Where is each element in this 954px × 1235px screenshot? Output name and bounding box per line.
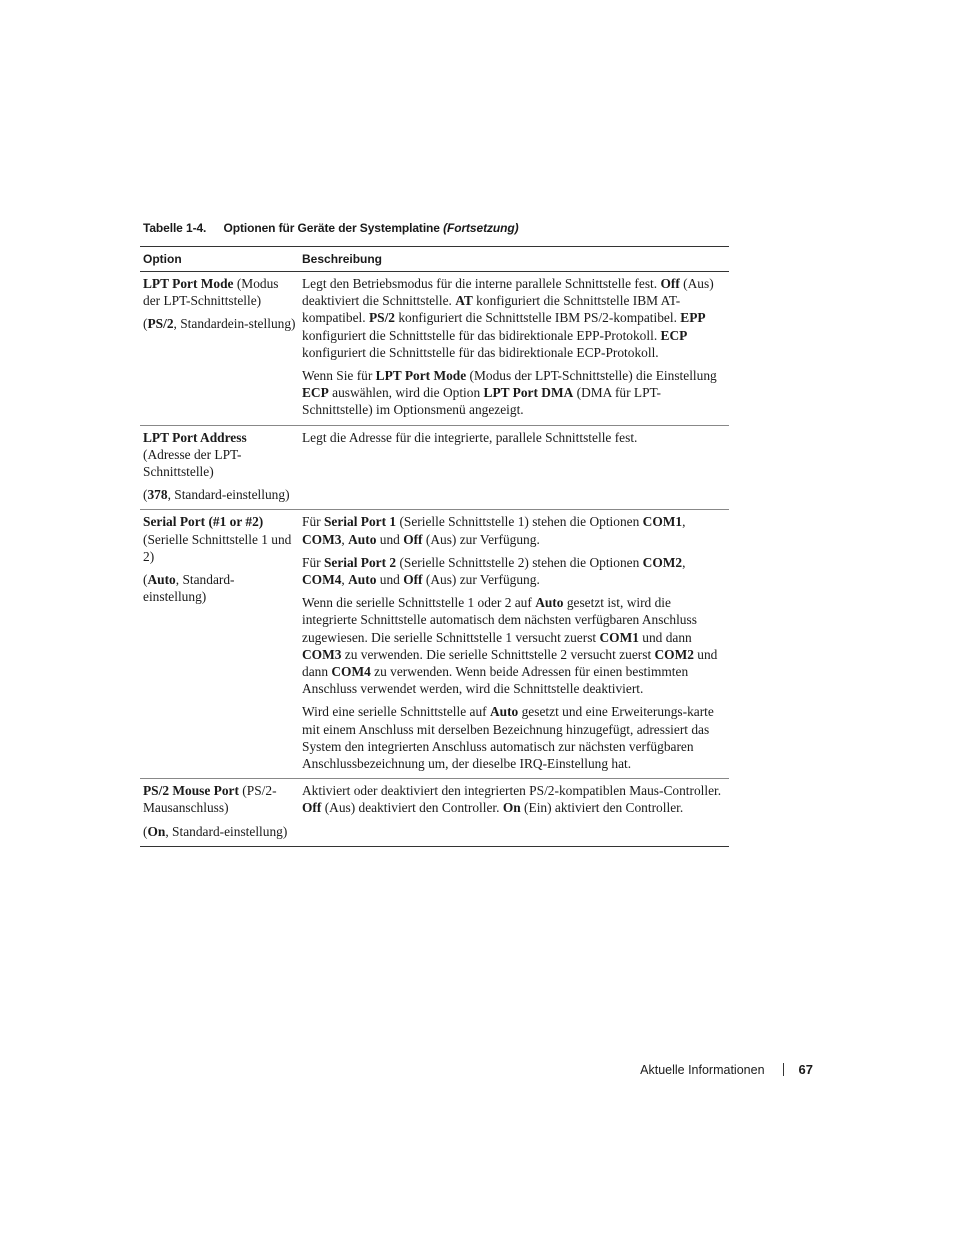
paragraph xyxy=(143,513,296,565)
bold-term: COM1 xyxy=(642,514,683,530)
text-run: und dann xyxy=(638,629,692,645)
text-run: konfiguriert die Schnittstelle für das bidirektionale ECP-Protokoll. xyxy=(302,344,659,360)
bold-term: Auto xyxy=(348,531,377,547)
header-description: Beschreibung xyxy=(299,247,729,272)
bold-term: AT xyxy=(455,293,473,309)
bold-term: On xyxy=(147,823,166,839)
text-run: Aktiviert oder deaktiviert den integrierten PS/2-kompatiblen Maus-Controller. xyxy=(302,783,722,799)
bold-term: Serial Port 2 xyxy=(323,554,397,570)
bold-term: COM1 xyxy=(599,629,639,645)
paragraph xyxy=(302,275,726,361)
text-run: (Aus) zur Verfügung. xyxy=(422,572,540,588)
option-cell xyxy=(140,272,299,426)
text-run: konfiguriert die Schnittstelle IBM AT-kompatibel. xyxy=(302,293,681,326)
text-run: (Modus der LPT-Schnittstelle) xyxy=(143,276,279,309)
header-option: Option xyxy=(140,247,299,272)
table-body xyxy=(140,272,729,847)
paragraph xyxy=(143,823,296,840)
bold-term: COM2 xyxy=(654,646,694,662)
text-run: gesetzt und eine Erweiterungs-karte mit einem Anschluss mit derselben Bezeichnung hinzugefügt, adressiert das System den integrierten Anschluss automatisch zur nächsten verfügbaren Anschlussbezeichnung um, der dieselbe IRQ-Einstellung hat. xyxy=(302,704,714,772)
bold-term: Auto xyxy=(489,704,519,720)
text-run: ( xyxy=(143,316,148,332)
text-run: ( xyxy=(143,572,148,588)
text-run: Wird eine serielle Schnittstelle auf xyxy=(302,704,490,720)
bold-term: PS/2 xyxy=(368,310,395,326)
paragraph xyxy=(302,594,726,697)
text-run: ( xyxy=(143,823,148,839)
description-cell xyxy=(299,425,729,510)
paragraph xyxy=(302,367,726,419)
text-run: Für xyxy=(302,514,324,530)
text-run: , Standardein-stellung) xyxy=(173,316,296,332)
bold-term: On xyxy=(502,800,521,816)
bold-term: PS/2 Mouse Port xyxy=(143,783,239,799)
text-run: gesetzt ist, wird die integrierte Schnittstelle automatisch dem nächsten verfügbaren Anschluss zugewiesen. Die serielle Schnittstelle 1 versucht zuerst xyxy=(302,595,697,645)
paragraph xyxy=(143,429,296,481)
text-run: , Standard-einstellung) xyxy=(143,572,235,605)
bold-term: Serial Port 1 xyxy=(323,514,397,530)
bold-term: LPT Port DMA xyxy=(483,385,574,401)
table-row xyxy=(140,272,729,426)
text-run: auswählen, wird die Option xyxy=(328,385,484,401)
page-number: 67 xyxy=(798,1062,813,1077)
text-run: (Ein) aktiviert den Controller. xyxy=(520,800,684,816)
text-run: Für xyxy=(302,554,324,570)
bold-term: PS/2 xyxy=(147,316,174,332)
text-run: Wenn die serielle Schnittstelle 1 oder 2 auf xyxy=(302,595,536,611)
text-run: und xyxy=(376,531,404,547)
paragraph xyxy=(143,571,296,605)
page-footer xyxy=(600,1062,813,1077)
bold-term: Auto xyxy=(348,572,377,588)
table-row xyxy=(140,510,729,779)
text-run: (Serielle Schnittstelle 1 und 2) xyxy=(143,531,292,564)
paragraph xyxy=(302,782,726,816)
paragraph xyxy=(143,486,296,503)
text-run: (Serielle Schnittstelle 1) stehen die Optionen xyxy=(396,514,643,530)
text-run: (PS/2-Mausanschluss) xyxy=(143,783,277,816)
description-cell xyxy=(299,510,729,779)
option-cell xyxy=(140,425,299,510)
text-run: (Modus der LPT-Schnittstelle) die Einstellung xyxy=(466,368,717,384)
bold-term: Off xyxy=(403,572,423,588)
table-title: Optionen für Geräte der Systemplatine xyxy=(223,221,440,235)
bold-term: 378 xyxy=(147,487,168,503)
bold-term: EPP xyxy=(680,310,706,326)
description-cell xyxy=(299,779,729,847)
text-run: konfiguriert die Schnittstelle für das bidirektionale EPP-Protokoll. xyxy=(302,327,661,343)
bold-term: Auto xyxy=(535,595,564,611)
paragraph xyxy=(302,554,726,588)
bold-term: LPT Port Mode xyxy=(143,276,234,291)
bold-term: Off xyxy=(660,276,680,291)
text-run: zu verwenden. Wenn beide Adressen für einen bestimmten Anschluss verwendet werden, wird die Schnittstelle deaktiviert. xyxy=(302,664,689,697)
bold-term: COM3 xyxy=(302,646,342,662)
footer-section: Aktuelle Informationen xyxy=(640,1063,765,1077)
text-run: , xyxy=(682,554,686,570)
text-run: , Standard-einstellung) xyxy=(167,487,290,503)
table-caption xyxy=(143,221,518,235)
footer-separator xyxy=(783,1063,784,1076)
paragraph xyxy=(302,513,726,547)
table-header-row xyxy=(140,247,729,272)
text-run: (DMA für LPT-Schnittstelle) im Optionsmenü angezeigt. xyxy=(302,385,661,418)
bold-term: Off xyxy=(403,531,423,547)
bold-term: LPT Port Mode xyxy=(375,368,467,384)
table-number: Tabelle 1-4. xyxy=(143,221,207,235)
bold-term: ECP xyxy=(302,385,329,401)
bold-term: Serial Port (#1 or #2) xyxy=(143,514,264,530)
text-run: (Serielle Schnittstelle 2) stehen die Optionen xyxy=(396,554,643,570)
paragraph xyxy=(302,703,726,772)
text-run: (Aus) zur Verfügung. xyxy=(422,531,540,547)
paragraph xyxy=(143,275,296,309)
options-table xyxy=(140,246,729,847)
paragraph xyxy=(143,782,296,816)
bold-term: LPT Port Address xyxy=(143,429,247,445)
text-run: , xyxy=(341,572,349,588)
text-run: , Standard-einstellung) xyxy=(165,823,288,839)
table-row xyxy=(140,779,729,847)
text-run: (Aus) deaktiviert den Controller. xyxy=(321,800,503,816)
table-continued: (Fortsetzung) xyxy=(443,221,519,235)
text-run: konfiguriert die Schnittstelle IBM PS/2-kompatibel. xyxy=(395,310,681,326)
text-run: , xyxy=(341,531,349,547)
table-row xyxy=(140,425,729,510)
text-run: Wenn Sie für xyxy=(302,368,376,384)
text-run: und dann xyxy=(302,646,718,680)
bold-term: Off xyxy=(302,800,322,816)
text-run: (Adresse der LPT-Schnittstelle) xyxy=(143,446,242,480)
text-run: ( xyxy=(143,487,148,503)
paragraph xyxy=(302,429,726,446)
text-run: zu verwenden. Die serielle Schnittstelle 2 versucht zuerst xyxy=(341,646,655,662)
paragraph xyxy=(143,315,296,332)
bold-term: COM4 xyxy=(331,664,371,680)
text-run: Legt den Betriebsmodus für die interne parallele Schnittstelle fest. xyxy=(302,276,661,291)
text-run: Legt die Adresse für die integrierte, parallele Schnittstelle fest. xyxy=(302,429,638,445)
bold-term: Auto xyxy=(147,572,176,588)
bold-term: COM2 xyxy=(642,554,683,570)
bold-term: ECP xyxy=(660,327,688,343)
option-cell xyxy=(140,510,299,779)
description-cell xyxy=(299,272,729,426)
text-run: (Aus) deaktiviert die Schnittstelle. xyxy=(302,276,714,309)
bold-term: COM3 xyxy=(302,531,342,547)
text-run: , xyxy=(682,514,686,530)
text-run: und xyxy=(376,572,404,588)
option-cell xyxy=(140,779,299,847)
bold-term: COM4 xyxy=(302,572,342,588)
